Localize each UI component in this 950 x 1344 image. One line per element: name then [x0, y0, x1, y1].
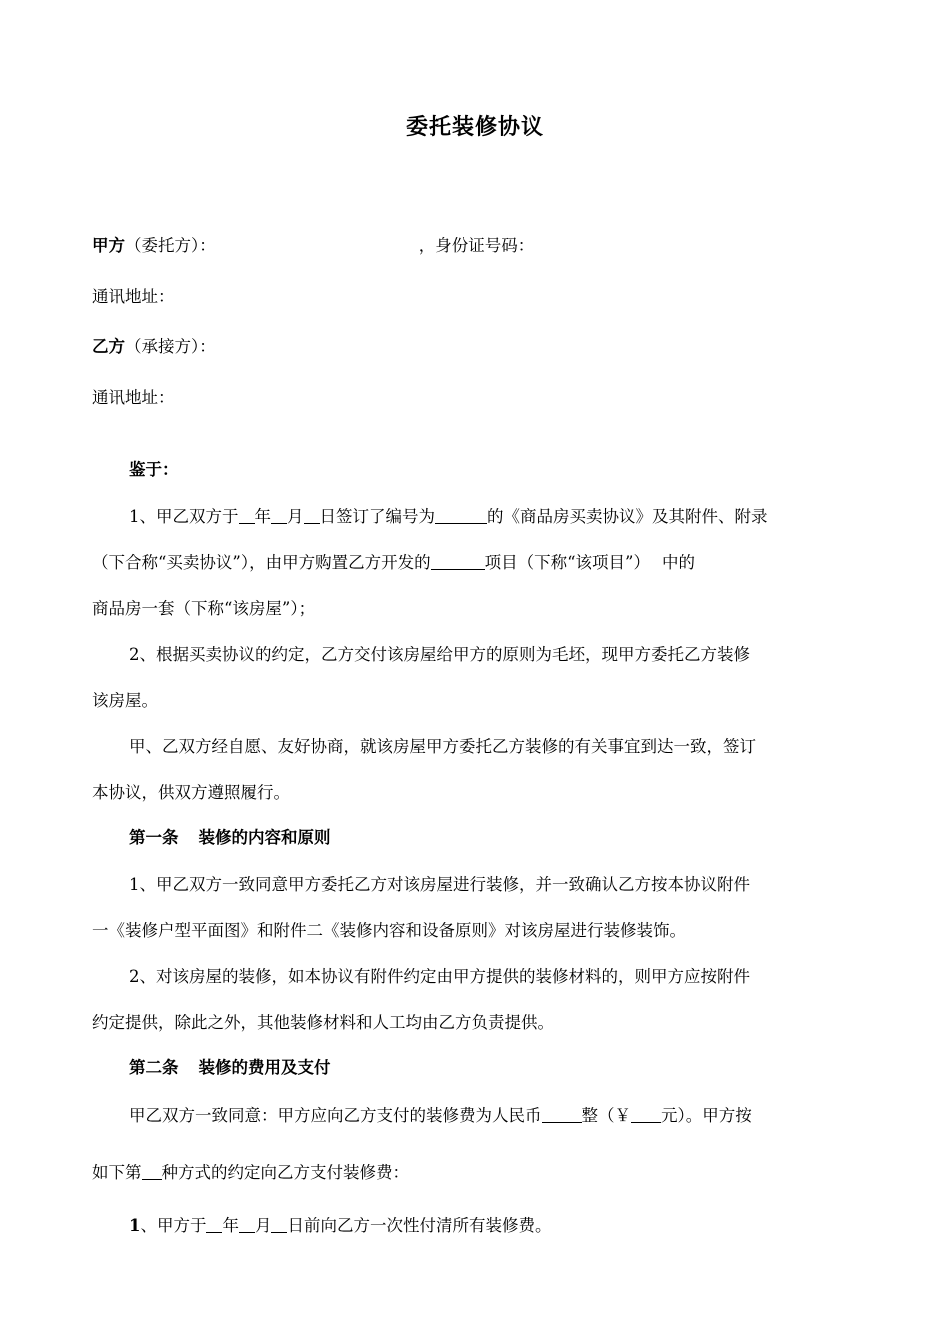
article-2-p1-text-a: 甲乙双方一致同意：甲方应向乙方支付的装修费为人民币 — [129, 1106, 542, 1125]
article-2-p1-line-1 — [129, 1104, 858, 1128]
recital-1-line-2 — [92, 551, 858, 575]
article-2-p3-number: 1 — [129, 1216, 141, 1235]
article-2-p1-text-c: 元）。甲方按 — [661, 1106, 752, 1125]
article-2-p3-month-label: 月 — [254, 1216, 272, 1235]
payment-method-blank — [142, 1161, 162, 1180]
document-title: 委托装修协议 — [405, 114, 544, 140]
recital-1-month-label: 月 — [287, 507, 304, 526]
article-2-p2-text-b: 种方式的约定向乙方支付装修费： — [161, 1163, 409, 1182]
agreement-text-a: 甲、乙双方经自愿、友好协商，就该房屋甲方委托乙方装修的有关事宜到达一致，签订 — [129, 737, 756, 756]
pay-day-blank — [271, 1214, 287, 1233]
recital-1-text-i: 商品房一套（下称“该房屋”）； — [92, 599, 316, 618]
recital-1-text-e: 的《商品房买卖协议》及其附件、附录 — [487, 507, 768, 526]
article-2-title: 装修的费用及支付 — [198, 1058, 331, 1077]
party-b-address-label: 通讯地址： — [92, 388, 175, 407]
article-2-p2-line — [92, 1161, 858, 1185]
article-2-p3-text-a: 、甲方于 — [140, 1216, 207, 1235]
fee-amount-blank — [631, 1104, 661, 1123]
party-b-role: （承接方）： — [125, 337, 216, 356]
recital-2-line-1 — [129, 643, 858, 667]
agreement-line-1 — [129, 735, 858, 759]
recital-2-text-b: 该房屋。 — [92, 691, 158, 710]
party-b-address-line — [92, 386, 858, 410]
party-a-address-label: 通讯地址： — [92, 287, 175, 306]
pay-year-blank — [206, 1214, 222, 1233]
article-1-heading — [129, 826, 858, 850]
fee-words-blank — [542, 1104, 582, 1123]
recital-1-text-f: （下合称“买卖协议”），由甲方购置乙方开发的 — [92, 553, 431, 572]
recital-1-line-3 — [92, 597, 858, 621]
article-2-p1-text-b: 整（￥ — [581, 1106, 631, 1125]
recital-1-text-d: 日签订了编号为 — [319, 507, 435, 526]
agreement-text-b: 本协议，供双方遵照履行。 — [92, 783, 290, 802]
article-1-p1-line-2 — [92, 919, 858, 943]
recital-1-text-g: 项目（下称“该项目”） — [484, 553, 650, 572]
recital-2-text-a: 2、根据买卖协议的约定，乙方交付该房屋给甲方的原则为毛坯，现甲方委托乙方装修 — [129, 645, 750, 664]
party-b-line — [92, 335, 858, 359]
party-b-label: 乙方 — [92, 337, 125, 356]
party-a-address-line — [92, 285, 858, 309]
article-1-p2-line-2 — [92, 1011, 858, 1035]
recital-1-text-h: 中的 — [662, 553, 695, 572]
month-blank — [271, 505, 287, 524]
day-blank — [304, 505, 320, 524]
article-1-p2-text-b: 约定提供，除此之外，其他装修材料和人工均由乙方负责提供。 — [92, 1013, 554, 1032]
article-1-title: 装修的内容和原则 — [198, 828, 331, 847]
recital-1-text-a: 1、甲乙双方于 — [129, 507, 239, 526]
article-2-heading — [129, 1056, 858, 1080]
recitals-heading: 鉴于： — [129, 460, 179, 479]
article-1-p1-text-b: 一《装修户型平面图》和附件二《装修内容和设备原则》对该房屋进行装修装饰。 — [92, 921, 686, 940]
article-2-number: 第二条 — [129, 1058, 179, 1077]
project-name-blank — [431, 551, 485, 570]
article-1-p2-line-1 — [129, 965, 858, 989]
party-a-line — [92, 234, 858, 258]
article-2-p3-text-d: 日前向乙方一次性付清所有装修费。 — [287, 1216, 552, 1235]
article-1-p2-text-a: 2、对该房屋的装修，如本协议有附件约定由甲方提供的装修材料的，则甲方应按附件 — [129, 967, 750, 986]
article-2-p3-year-label: 年 — [222, 1216, 239, 1235]
contract-number-blank — [435, 505, 487, 524]
recital-1-line-1 — [129, 505, 858, 529]
recital-1-year-label: 年 — [254, 507, 271, 526]
article-2-p2-text-a: 如下第 — [92, 1163, 142, 1182]
article-1-p1-text-a: 1、甲乙双方一致同意甲方委托乙方对该房屋进行装修，并一致确认乙方按本协议附件 — [129, 875, 750, 894]
pay-month-blank — [239, 1214, 255, 1233]
recital-2-line-2 — [92, 689, 858, 713]
year-blank — [239, 505, 255, 524]
party-a-role: （委托方）： — [125, 236, 216, 255]
id-number-label: ，身份证号码： — [418, 236, 535, 255]
article-1-number: 第一条 — [129, 828, 179, 847]
recitals-heading-line — [129, 458, 858, 482]
article-1-p1-line-1 — [129, 873, 858, 897]
party-a-label: 甲方 — [92, 236, 125, 255]
agreement-line-2 — [92, 781, 858, 805]
article-2-p3-line — [129, 1214, 858, 1238]
